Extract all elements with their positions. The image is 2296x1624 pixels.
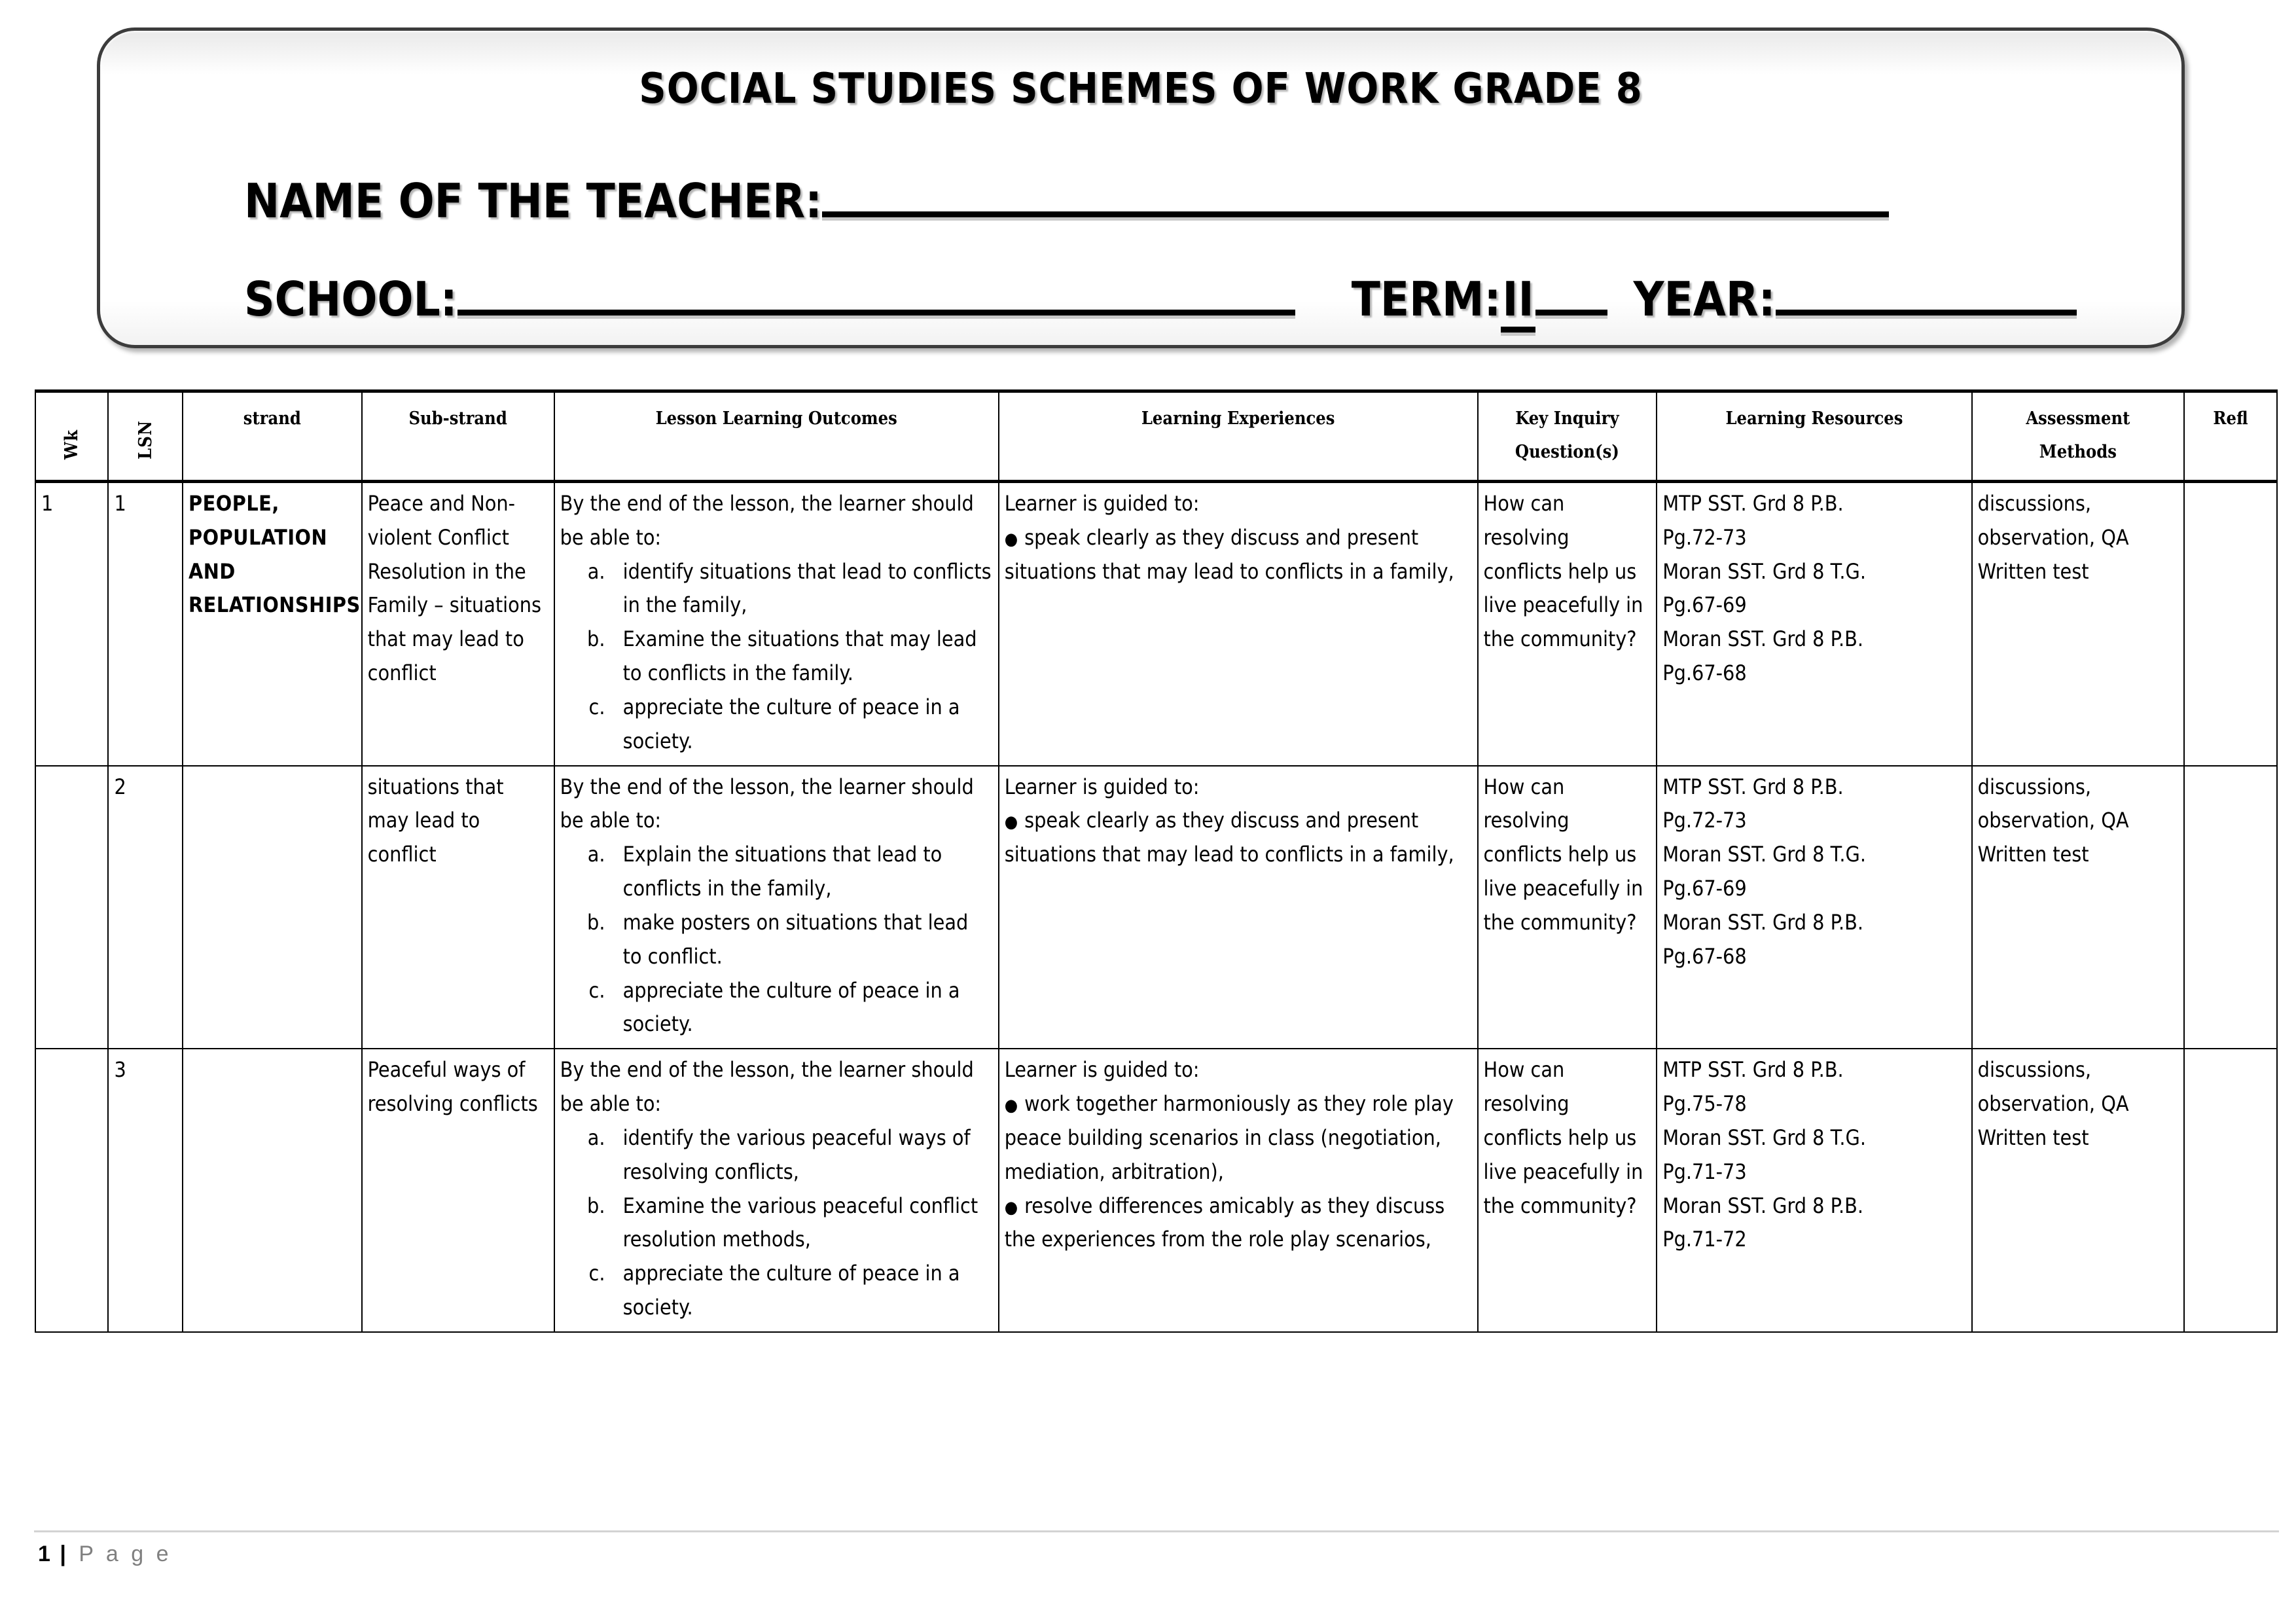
term-value[interactable]: II — [1501, 272, 1535, 333]
cell-week — [35, 1049, 108, 1332]
cell-week — [35, 766, 108, 1049]
column-header-wk: Wk — [35, 391, 108, 482]
cell-learning-experiences — [999, 482, 1478, 766]
cell-key-inquiry-question: How can resolving conflicts help us live peacefully in the community? — [1478, 482, 1657, 766]
table-row — [35, 766, 2277, 1049]
cell-lesson-number: 3 — [108, 1049, 183, 1332]
cell-lesson-learning-outcomes — [554, 482, 999, 766]
resource-line: Pg.72-73 — [1662, 524, 1747, 550]
outcomes-list — [560, 555, 993, 759]
am-line-2: Methods — [2039, 442, 2117, 463]
outcomes-intro: By the end of the lesson, the learner should be able to: — [560, 774, 974, 833]
resource-line: Pg.72-73 — [1662, 808, 1747, 833]
resource-line: Moran SST. Grd 8 P.B. — [1662, 1193, 1864, 1218]
cell-key-inquiry-question: How can resolving conflicts help us live peacefully in the community? — [1478, 766, 1657, 1049]
cell-reflection — [2184, 1049, 2277, 1332]
cell-lesson-learning-outcomes — [554, 1049, 999, 1332]
column-header-assessment-methods — [1972, 391, 2184, 482]
column-header-sub-strand: Sub-strand — [362, 391, 554, 482]
footer-page-number: 1 — [38, 1542, 50, 1566]
cell-learning-experiences — [999, 766, 1478, 1049]
outcomes-list — [560, 1121, 993, 1325]
cell-strand — [183, 1049, 362, 1332]
column-header-strand: strand — [183, 391, 362, 482]
cell-sub-strand: Peaceful ways of resolving conflicts — [362, 1049, 554, 1332]
cell-week: 1 — [35, 482, 108, 766]
resource-line: Moran SST. Grd 8 P.B. — [1662, 626, 1864, 652]
footer-separator: | — [60, 1542, 69, 1566]
resource-line: MTP SST. Grd 8 P.B. — [1662, 1057, 1844, 1083]
resource-line: MTP SST. Grd 8 P.B. — [1662, 774, 1844, 799]
school-input-blank[interactable] — [457, 276, 1295, 316]
outcome-item: c. appreciate the culture of peace in a society. — [611, 1257, 993, 1325]
outcome-item: b. make posters on situations that lead to conflict. — [611, 906, 993, 974]
cell-reflection — [2184, 766, 2277, 1049]
resource-line: Pg.67-69 — [1662, 592, 1747, 618]
resource-line: Pg.71-72 — [1662, 1227, 1747, 1252]
resource-line: Moran SST. Grd 8 P.B. — [1662, 909, 1864, 935]
experience-item: ● speak clearly as they discuss and present situations that may lead to conflicts in a family, — [1005, 521, 1472, 589]
resource-line: Moran SST. Grd 8 T.G. — [1662, 842, 1866, 867]
am-line-1: Assessment — [2026, 408, 2130, 429]
outcomes-intro: By the end of the lesson, the learner should be able to: — [560, 1057, 974, 1117]
resource-line: Pg.67-68 — [1662, 943, 1747, 969]
cell-lesson-number: 1 — [108, 482, 183, 766]
cell-learning-resources — [1657, 482, 1971, 766]
year-label: YEAR: — [1633, 272, 1776, 327]
resource-line: Pg.67-68 — [1662, 660, 1747, 686]
teacher-field-row — [244, 173, 1889, 228]
column-header-refl: Refl — [2184, 391, 2277, 482]
term-label: TERM: — [1351, 272, 1501, 327]
experiences-intro: Learner is guided to: — [1004, 1057, 1200, 1083]
column-header-learning-resources: Learning Resources — [1657, 391, 1971, 482]
cell-learning-resources — [1657, 766, 1971, 1049]
cell-assessment-methods: discussions, observation, QA Written test — [1972, 766, 2184, 1049]
experiences-list — [1005, 1087, 1472, 1257]
cell-assessment-methods: discussions, observation, QA Written test — [1972, 1049, 2184, 1332]
outcome-item: c. appreciate the culture of peace in a society. — [611, 974, 993, 1042]
school-label: SCHOOL: — [244, 272, 457, 327]
header-panel — [97, 27, 2185, 348]
cell-lesson-number: 2 — [108, 766, 183, 1049]
column-header-lesson-learning-outcomes: Lesson Learning Outcomes — [554, 391, 999, 482]
experience-item: ● resolve differences amicably as they discuss the experiences from the role play scenarios, — [1005, 1189, 1472, 1257]
table-row — [35, 1049, 2277, 1332]
experiences-list — [1005, 521, 1472, 589]
table-header-row — [35, 391, 2277, 482]
resource-line: Moran SST. Grd 8 T.G. — [1662, 558, 1866, 584]
outcome-item: c. appreciate the culture of peace in a society. — [611, 691, 993, 759]
teacher-label: NAME OF THE TEACHER: — [244, 173, 823, 228]
kiq-line-2: Question(s) — [1515, 442, 1619, 463]
cell-strand — [183, 766, 362, 1049]
experiences-list — [1005, 804, 1472, 872]
resource-line: Moran SST. Grd 8 T.G. — [1662, 1125, 1866, 1150]
resource-line: Pg.67-69 — [1662, 876, 1747, 901]
page-title: SOCIAL STUDIES SCHEMES OF WORK GRADE 8 — [639, 65, 1643, 113]
outcome-item: a. identify situations that lead to conflicts in the family, — [611, 555, 993, 623]
cell-sub-strand: situations that may lead to conflict — [362, 766, 554, 1049]
table-body — [35, 482, 2277, 1332]
outcome-item: a. Explain the situations that lead to conflicts in the family, — [611, 838, 993, 906]
experiences-intro: Learner is guided to: — [1004, 491, 1200, 516]
term-input-blank[interactable] — [1535, 276, 1607, 316]
cell-assessment-methods: discussions, observation, QA Written test — [1972, 482, 2184, 766]
outcomes-intro: By the end of the lesson, the learner should be able to: — [560, 491, 974, 550]
teacher-input-blank[interactable] — [822, 177, 1889, 217]
kiq-line-1: Key Inquiry — [1515, 408, 1619, 429]
resource-line: MTP SST. Grd 8 P.B. — [1662, 491, 1844, 516]
table-row — [35, 482, 2277, 766]
outcome-item: a. identify the various peaceful ways of resolving conflicts, — [611, 1121, 993, 1189]
outcome-item: b. Examine the situations that may lead to conflicts in the family. — [611, 623, 993, 691]
footer-page-indicator — [38, 1542, 171, 1567]
experiences-intro: Learner is guided to: — [1004, 774, 1200, 799]
column-header-learning-experiences: Learning Experiences — [999, 391, 1478, 482]
footer-divider — [34, 1530, 2279, 1532]
cell-key-inquiry-question: How can resolving conflicts help us live peacefully in the community? — [1478, 1049, 1657, 1332]
outcome-item: b. Examine the various peaceful conflict resolution methods, — [611, 1189, 993, 1257]
column-header-key-inquiry-questions — [1478, 391, 1657, 482]
cell-reflection — [2184, 482, 2277, 766]
schemes-of-work-table — [35, 389, 2278, 1333]
resource-line: Pg.75-78 — [1662, 1091, 1747, 1117]
cell-strand: PEOPLE, POPULATION AND RELATIONSHIPS — [183, 482, 362, 766]
column-header-lsn: LSN — [108, 391, 183, 482]
year-input-blank[interactable] — [1776, 276, 2077, 316]
experience-item: ● speak clearly as they discuss and present situations that may lead to conflicts in a family, — [1005, 804, 1472, 872]
school-term-year-row — [244, 272, 2077, 333]
outcomes-list — [560, 838, 993, 1041]
cell-learning-experiences — [999, 1049, 1478, 1332]
experience-item: ● work together harmoniously as they role play peace building scenarios in class (negotiation, mediation, arbitration), — [1005, 1087, 1472, 1189]
resource-line: Pg.71-73 — [1662, 1159, 1747, 1184]
cell-lesson-learning-outcomes — [554, 766, 999, 1049]
cell-learning-resources — [1657, 1049, 1971, 1332]
footer-page-word: P a g e — [79, 1542, 172, 1566]
cell-sub-strand: Peace and Non- violent Conflict Resolution in the Family – situations that may lead to conflict — [362, 482, 554, 766]
